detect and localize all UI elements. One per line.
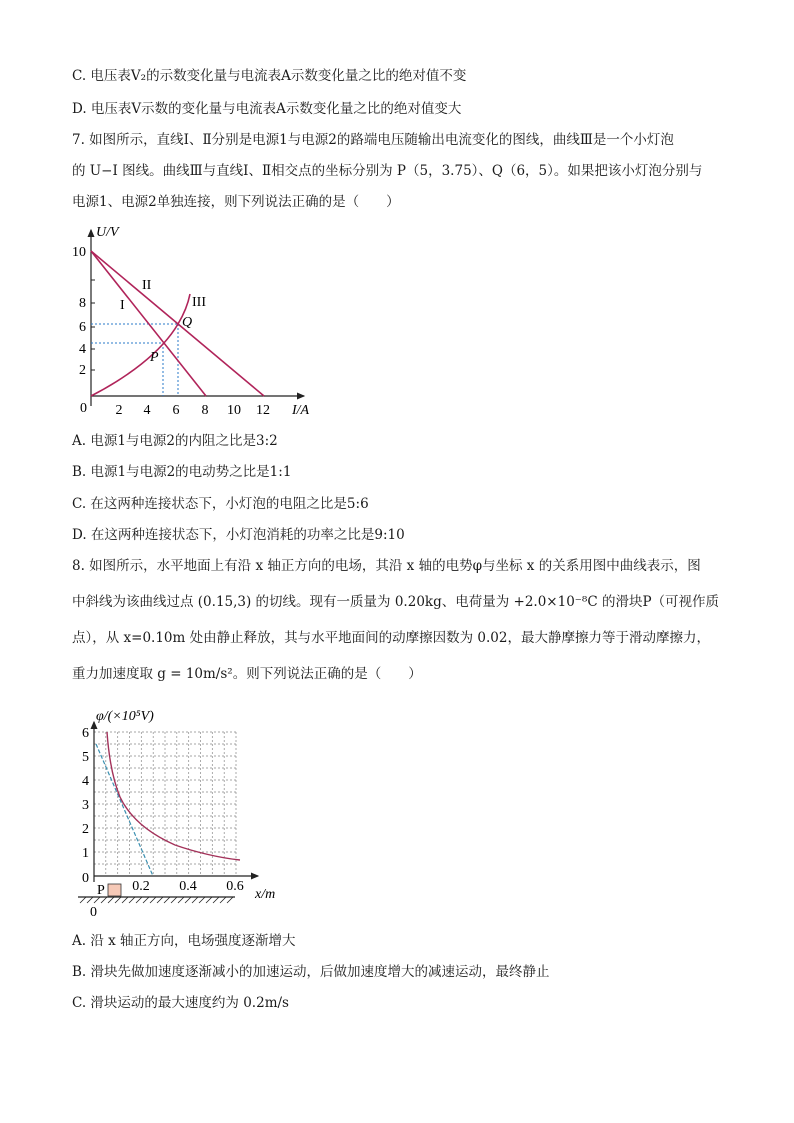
q7-ytick: 4: [79, 342, 86, 357]
q7-xtick: 8: [201, 403, 209, 418]
q7-origin-label: 0: [80, 401, 87, 416]
q7-line-i-label: I: [120, 298, 125, 313]
q7-ytick: 8: [79, 296, 86, 311]
q8-option-a: A. 沿 x 轴正方向，电场强度逐渐增大: [72, 933, 296, 949]
q8-phi-x-graph: [70, 700, 330, 925]
q8-block-p-label: P: [97, 883, 105, 898]
q8-ytick: 4: [82, 774, 89, 789]
q8-ytick: 6: [82, 726, 89, 741]
q8-option-b: B. 滑块先做加速度逐渐减小的加速运动，后做加速度增大的减速运动，最终静止: [72, 964, 550, 980]
q8-ytick: 2: [82, 822, 89, 837]
q7-stem-3: 电源1、电源2单独连接，则下列说法正确的是（ ）: [72, 194, 400, 210]
q7-option-b: B. 电源1与电源2的电动势之比是1:1: [72, 464, 292, 480]
q8-xtick: 0.4: [179, 879, 197, 894]
q7-ytick: 6: [79, 320, 86, 335]
q7-ytick: 10: [72, 245, 86, 260]
q8-option-c: C. 滑块运动的最大速度约为 0.2m/s: [72, 995, 289, 1011]
q8-origin-label: 0: [90, 905, 97, 920]
q8-grid: [94, 732, 236, 876]
q7-option-a: A. 电源1与电源2的内阻之比是3:2: [72, 433, 278, 449]
q7-curve-iii: [91, 294, 193, 396]
q7-xtick: 2: [115, 403, 123, 418]
q7-xtick: 12: [256, 403, 270, 418]
q8-y-axis-label: φ/(×10⁵V): [96, 709, 154, 724]
q6-option-c: C. 电压表V₂的示数变化量与电流表A示数变化量之比的绝对值不变: [72, 68, 467, 84]
q7-option-d: D. 在这两种连接状态下，小灯泡消耗的功率之比是9:10: [72, 527, 405, 543]
q8-stem-4: 重力加速度取 g = 10m/s²。则下列说法正确的是（ ）: [72, 666, 422, 682]
q7-point-p-label: P: [150, 350, 159, 365]
q8-ytick: 5: [82, 750, 89, 765]
q8-phi-curve: [107, 732, 240, 860]
q7-ui-graph: [66, 218, 326, 418]
q7-option-c: C. 在这两种连接状态下，小灯泡的电阻之比是5:6: [72, 496, 369, 512]
q8-x-axis-label: x/m: [255, 887, 276, 902]
q7-stem-1: 7. 如图所示，直线Ⅰ、Ⅱ分别是电源1与电源2的路端电压随输出电流变化的图线，曲线Ⅲ是一个小灯泡: [72, 132, 674, 148]
q7-xtick: 6: [172, 403, 180, 418]
q8-ytick: 0: [82, 871, 89, 886]
q7-line-ii-label: II: [142, 278, 152, 293]
q7-x-axis-label: I/A: [292, 403, 310, 418]
q6-option-d: D. 电压表V示数的变化量与电流表A示数变化量之比的绝对值变大: [72, 101, 462, 117]
q8-tangent-line: [96, 744, 153, 876]
q8-xtick: 0.2: [132, 879, 150, 894]
q8-ytick: 1: [82, 846, 89, 861]
q7-xtick: 4: [143, 403, 151, 418]
q8-xtick: 0.6: [226, 879, 244, 894]
q8-ytick: 3: [82, 798, 89, 813]
q8-stem-1: 8. 如图所示，水平地面上有沿 x 轴正方向的电场，其沿 x 轴的电势φ与坐标 x 的关系用图中曲线表示，图: [72, 558, 701, 574]
q7-stem-2: 的 U−I 图线。曲线Ⅲ与直线Ⅰ、Ⅱ相交点的坐标分别为 P（5，3.75）、Q（6，5）。如果把该小灯泡分别与: [72, 163, 703, 179]
q7-curve-iii-label: III: [192, 295, 206, 310]
q7-y-axis-label: U/V: [96, 225, 119, 240]
q8-stem-3: 点），从 x=0.10m 处由静止释放，其与水平地面间的动摩擦因数为 0.02，最大静摩擦力等于滑动摩擦力，: [72, 630, 710, 646]
q7-xtick: 10: [227, 403, 241, 418]
q8-block-p: [108, 884, 121, 896]
q7-ytick: 2: [79, 363, 86, 378]
q7-point-q-label: Q: [182, 315, 193, 330]
q8-stem-2: 中斜线为该曲线过点 (0.15,3) 的切线。现有一质量为 0.20kg、电荷量为 +2.0×10⁻⁸C 的滑块P（可视作质: [72, 594, 720, 610]
